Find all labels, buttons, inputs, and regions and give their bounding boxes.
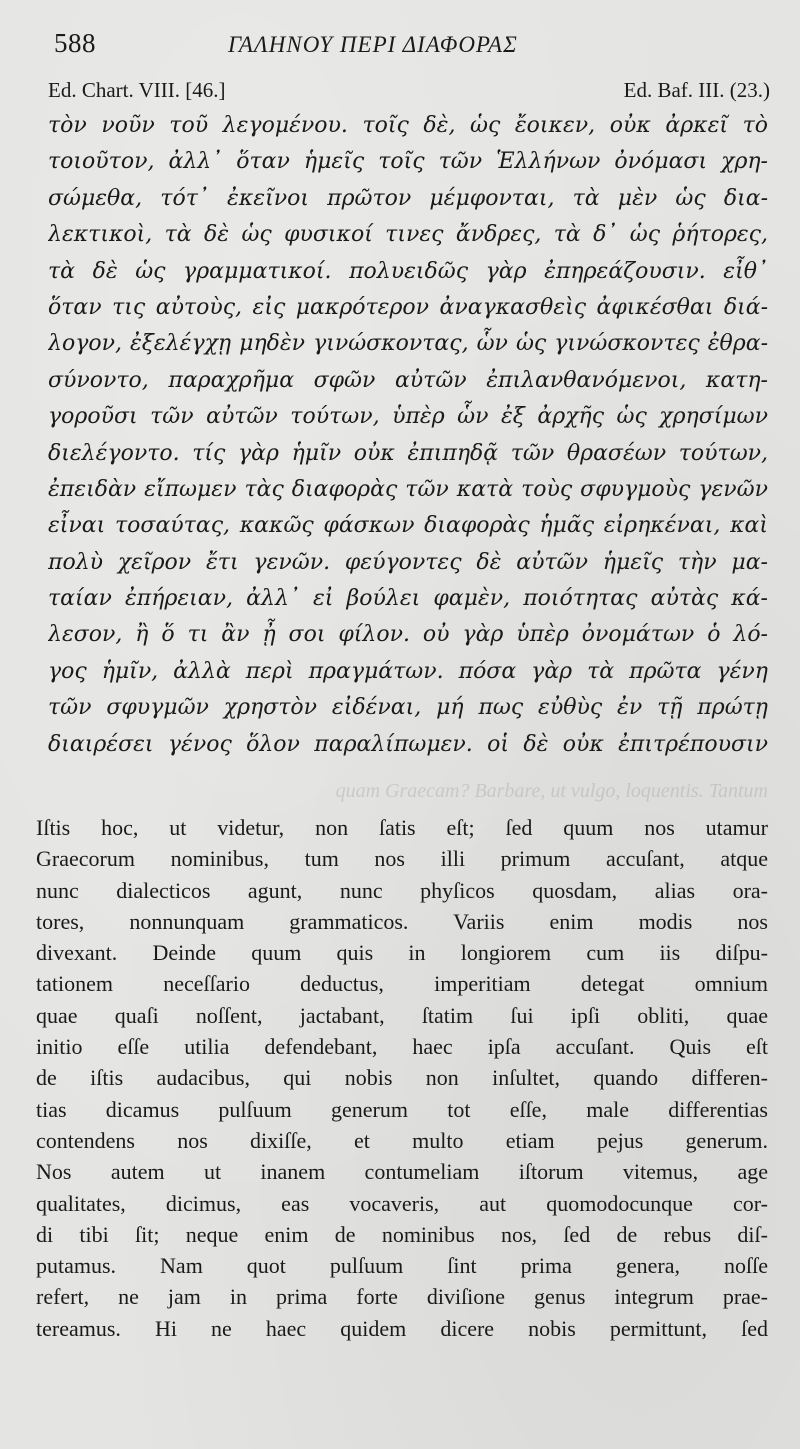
latin-text-line: refert, ne jam in prima forte diviſione genus integrum prae- [36,1284,768,1310]
latin-text-line: nunc dialecticos agunt, nunc phyſicos quosdam, alias ora- [36,877,768,903]
running-head [48,26,768,66]
greek-text-line: τῶν σφυγμῶν χρηστὸν εἰδέναι, μή πως εὐθὺς ἐν τῇ πρώτῃ [48,695,768,721]
greek-text-block [48,108,768,763]
greek-text-line: εἶναι τοσαύτας, κακῶς φάσκων διαφορὰς ἡμᾶς εἰρηκέναι, καὶ [48,513,768,539]
latin-text-line: quae quaſi noſſent, jactabant, ſtatim ſui ipſi obliti, quae [36,1002,768,1028]
latin-text-line: de iſtis audacibus, qui nobis non inſultet, quando differen- [36,1065,768,1091]
edition-reference-basel: Ed. Baf. III. (23.) [623,78,770,102]
greek-text-line: τὰ δὲ ὡς γραμματικοί. πολυειδῶς γὰρ ἐπηρεάζουσιν. εἶθ᾽ [48,258,768,284]
latin-text-line: tereamus. Hi ne haec quidem dicere nobis permittunt, ſed [36,1315,768,1341]
greek-text-line: σύνοντο, παραχρῆμα σφῶν αὐτῶν ἐπιλανθανόμενοι, κατη- [48,367,768,393]
latin-text-line: qualitates, dicimus, eas vocaveris, aut quomodocunque cor- [36,1190,768,1216]
edition-reference-chartier: Ed. Chart. VIII. [46.] [48,78,226,102]
page-number: 588 [54,28,96,58]
greek-text-line: ταίαν ἐπήρειαν, ἀλλ᾽ εἰ βούλει φαμὲν, ποιότητας αὐτὰς κά- [48,586,768,612]
running-title: ΓΑΛΗΝΟΥ ΠΕΡΙ ΔΙΑΦΟΡΑΣ [228,32,518,57]
greek-text-line: τὸν νοῦν τοῦ λεγομένου. τοῖς δὲ, ὡς ἔοικεν, οὐκ ἀρκεῖ τὸ [48,113,768,138]
latin-text-block [36,812,768,1344]
greek-text-line: ὅταν τις αὐτοὺς, εἰς μακρότερον ἀναγκασθεὶς ἀφικέσθαι διά- [48,294,768,320]
latin-text-line: initio eſſe utilia defendebant, haec ipſa accuſant. Quis eſt [36,1034,768,1060]
greek-text-line: ἐπειδὰν εἴπωμεν τὰς διαφορὰς τῶν κατὰ τοὺς σφυγμοὺς γενῶν [48,476,768,502]
latin-text-line: Graecorum nominibus, tum nos illi primum accuſant, atque [36,846,768,872]
greek-text-line: τοιοῦτον, ἀλλ᾽ ὅταν ἡμεῖς τοῖς τῶν Ἑλλήνων ὀνόμασι χρη- [48,149,768,175]
latin-text-line: divexant. Deinde quum quis in longiorem cum iis diſpu- [36,940,768,966]
latin-text-line: di tibi ſit; neque enim de nominibus nos, ſed de rebus diſ- [36,1221,768,1247]
greek-text-line: σώμεθα, τότ᾽ ἐκεῖνοι πρῶτον μέμφονται, τὰ μὲν ὡς δια- [48,185,768,211]
greek-text-line: διελέγοντο. τίς γὰρ ἡμῖν οὐκ ἐπιπηδᾷ τῶν θρασέων τούτων, [48,440,768,466]
greek-text-line: γος ἡμῖν, ἀλλὰ περὶ πραγμάτων. πόσα γὰρ τὰ πρῶτα γένη [48,658,768,684]
latin-text-line: tores, nonnunquam grammaticos. Variis enim modis nos [36,908,768,934]
latin-text-line: tationem neceſſario deductus, imperitiam detegat omnium [36,971,768,997]
latin-text-line: contendens nos dixiſſe, et multo etiam pejus generum. [36,1127,768,1153]
show-through-text: quam Graecam? Barbare, ut vulgo, loquentis. Tantum [335,780,768,802]
greek-text-line: λεσον, ἢ ὅ τι ἂν ᾖ σοι φίλον. οὐ γὰρ ὑπὲρ ὀνομάτων ὁ λό- [48,622,768,648]
greek-text-line: διαιρέσει γένος ὅλον παραλίπωμεν. οἱ δὲ οὐκ ἐπιτρέπουσιν [48,731,768,757]
latin-text-line: tias dicamus pulſuum generum tot eſſe, male differentias [36,1096,768,1122]
greek-text-line: λεκτικοὶ, τὰ δὲ ὡς φυσικοί τινες ἄνδρες, τὰ δ᾽ ὡς ῥήτορες, [48,222,768,248]
latin-text-line: Iſtis hoc, ut videtur, non ſatis eſt; ſed quum nos utamur [36,815,768,840]
greek-text-line: λογον, ἐξελέγχῃ μηδὲν γινώσκοντας, ὧν ὡς γινώσκοντες ἐθρα- [48,331,768,357]
latin-text-line: putamus. Nam quot pulſuum ſint prima genera, noſſe [36,1253,768,1279]
latin-text-line: Nos autem ut inanem contumeliam iſtorum vitemus, age [36,1159,768,1185]
greek-text-line: πολὺ χεῖρον ἔτι γενῶν. φεύγοντες δὲ αὐτῶν ἡμεῖς τὴν μα- [48,549,768,575]
greek-text-line: γοροῦσι τῶν αὐτῶν τούτων, ὑπὲρ ὧν ἐξ ἀρχῆς ὡς χρησίμων [48,404,768,430]
edition-reference-line [48,78,770,108]
